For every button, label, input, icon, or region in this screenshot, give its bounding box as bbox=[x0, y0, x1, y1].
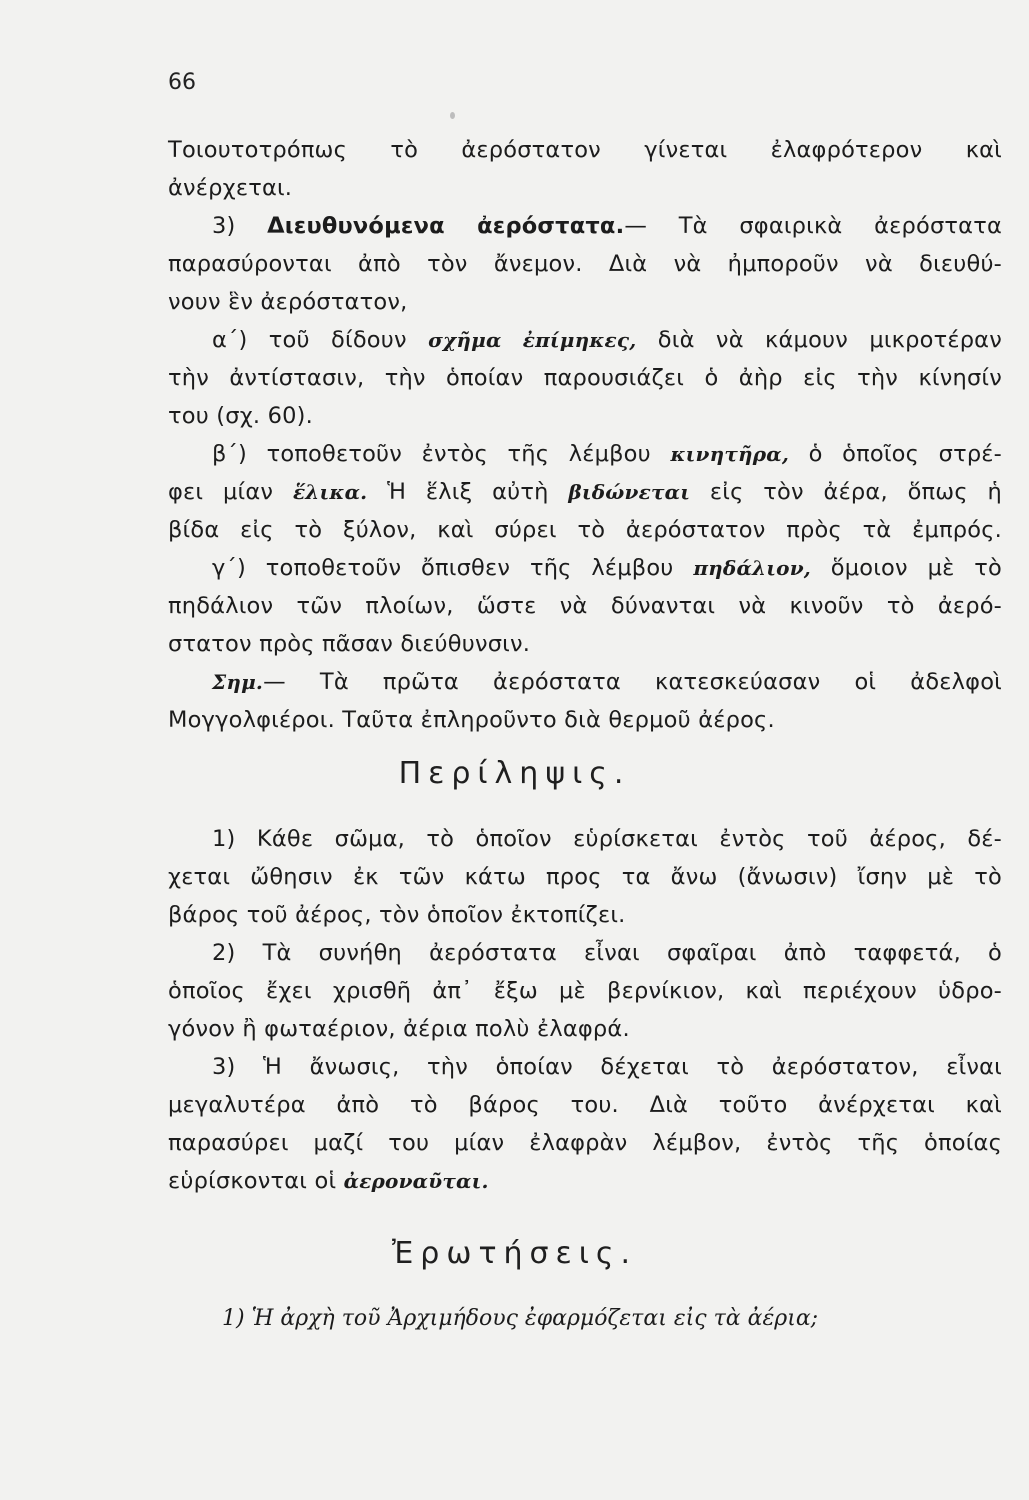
text-line: του (σχ. 60). bbox=[168, 403, 313, 429]
section-body bbox=[168, 131, 1002, 739]
text-line: γ΄) τοποθετοῦν ὄπισθεν τῆς λέμβου πηδάλιον, ὅμοιον μὲ τὸ bbox=[212, 555, 1002, 581]
question-item: 1) Ἡ ἀρχὴ τοῦ Ἀρχιμήδους ἐφαρμόζεται εἰς τὰ ἀέρια; bbox=[222, 1306, 819, 1331]
text-line: βάρος τοῦ ἀέρος, τὸν ὁποῖον ἐκτοπίζει. bbox=[168, 902, 626, 928]
text-line: Τοιουτοτρόπως τὸ ἀερόστατον γίνεται ἐλαφρότερον καὶ bbox=[168, 137, 1002, 163]
text-line: γόνον ἢ φωταέριον, ἀέρια πολὺ ἐλαφρά. bbox=[168, 1016, 630, 1042]
keyword: ἀεροναῦται. bbox=[343, 1169, 489, 1193]
text-line: μεγαλυτέρα ἀπὸ τὸ βάρος του. Διὰ τοῦτο ἀνέρχεται καὶ bbox=[168, 1092, 1002, 1118]
keyword: κινητῆρα, bbox=[670, 442, 789, 466]
text-line: χεται ὤθησιν ἐκ τῶν κάτω προς τα ἄνω (ἄνωσιν) ἴσην μὲ τὸ bbox=[168, 864, 1002, 890]
text-line: πηδάλιον τῶν πλοίων, ὥστε νὰ δύνανται νὰ κινοῦν τὸ ἀερό- bbox=[168, 593, 1002, 619]
text-line: στατον πρὸς πᾶσαν διεύθυνσιν. bbox=[168, 631, 531, 657]
text-line: παρασύρονται ἀπὸ τὸν ἄνεμον. Διὰ νὰ ἠμποροῦν νὰ διευθύ- bbox=[168, 251, 1002, 277]
text-line: φει μίαν ἕλικα. Ἡ ἕλιξ αὐτὴ βιδώνεται εἰς τὸν ἀέρα, ὅπως ἡ bbox=[168, 479, 1002, 505]
summary-body bbox=[168, 820, 1002, 1200]
text-line: Μογγολφιέροι. Ταῦτα ἐπληροῦντο διὰ θερμοῦ ἀέρος. bbox=[168, 707, 775, 733]
subheading-line: 3) Διευθυνόμενα ἀερόστατα.— Τὰ σφαιρικὰ ἀερόστατα bbox=[212, 213, 1002, 239]
text-line: παρασύρει μαζί του μίαν ἐλαφρὰν λέμβον, ἐντὸς τῆς ὁποίας bbox=[168, 1130, 1002, 1156]
questions-heading: Ἐρωτήσεις. bbox=[391, 1236, 638, 1271]
subheading-steerable-balloons: Διευθυνόμενα ἀερόστατα. bbox=[267, 213, 625, 239]
note-line: Σημ.— Τὰ πρῶτα ἀερόστατα κατεσκεύασαν οἱ ἀδελφοὶ bbox=[212, 669, 1002, 695]
page-number: 66 bbox=[168, 70, 196, 95]
text-line: ἀνέρχεται. bbox=[168, 175, 293, 201]
note-label: Σημ. bbox=[212, 670, 264, 694]
text-line: εὑρίσκονται οἱ ἀεροναῦται. bbox=[168, 1168, 489, 1194]
print-speck bbox=[450, 112, 455, 119]
summary-heading: Περίληψις. bbox=[398, 756, 631, 791]
text-line: νουν ἓν ἀερόστατον, bbox=[168, 289, 408, 315]
text-line: β΄) τοποθετοῦν ἐντὸς τῆς λέμβου κινητῆρα, ὁ ὁποῖος στρέ- bbox=[212, 441, 1002, 467]
text-line: βίδα εἰς τὸ ξύλον, καὶ σύρει τὸ ἀερόστατον πρὸς τὰ ἐμπρός. bbox=[168, 517, 1002, 543]
keyword: σχῆμα ἐπίμηκες, bbox=[428, 328, 637, 352]
text-line: τὴν ἀντίστασιν, τὴν ὁποίαν παρουσιάζει ὁ ἀὴρ εἰς τὴν κίνησίν bbox=[168, 365, 1002, 391]
text-line: 1) Κάθε σῶμα, τὸ ὁποῖον εὑρίσκεται ἐντὸς τοῦ ἀέρος, δέ- bbox=[212, 826, 1002, 852]
text-line: 3) Ἡ ἄνωσις, τὴν ὁποίαν δέχεται τὸ ἀερόστατον, εἶναι bbox=[212, 1054, 1002, 1080]
keyword: ἕλικα. bbox=[292, 480, 368, 504]
keyword: βιδώνεται bbox=[568, 480, 691, 504]
text-line: α΄) τοῦ δίδουν σχῆμα ἐπίμηκες, διὰ νὰ κάμουν μικροτέραν bbox=[212, 327, 1002, 353]
text-line: 2) Τὰ συνήθη ἀερόστατα εἶναι σφαῖραι ἀπὸ ταφφετά, ὁ bbox=[212, 940, 1002, 966]
keyword: πηδάλιον, bbox=[693, 556, 811, 580]
text-line: ὁποῖος ἔχει χρισθῆ ἀπ᾿ ἔξω μὲ βερνίκιον, καὶ περιέχουν ὑδρο- bbox=[168, 978, 1002, 1004]
